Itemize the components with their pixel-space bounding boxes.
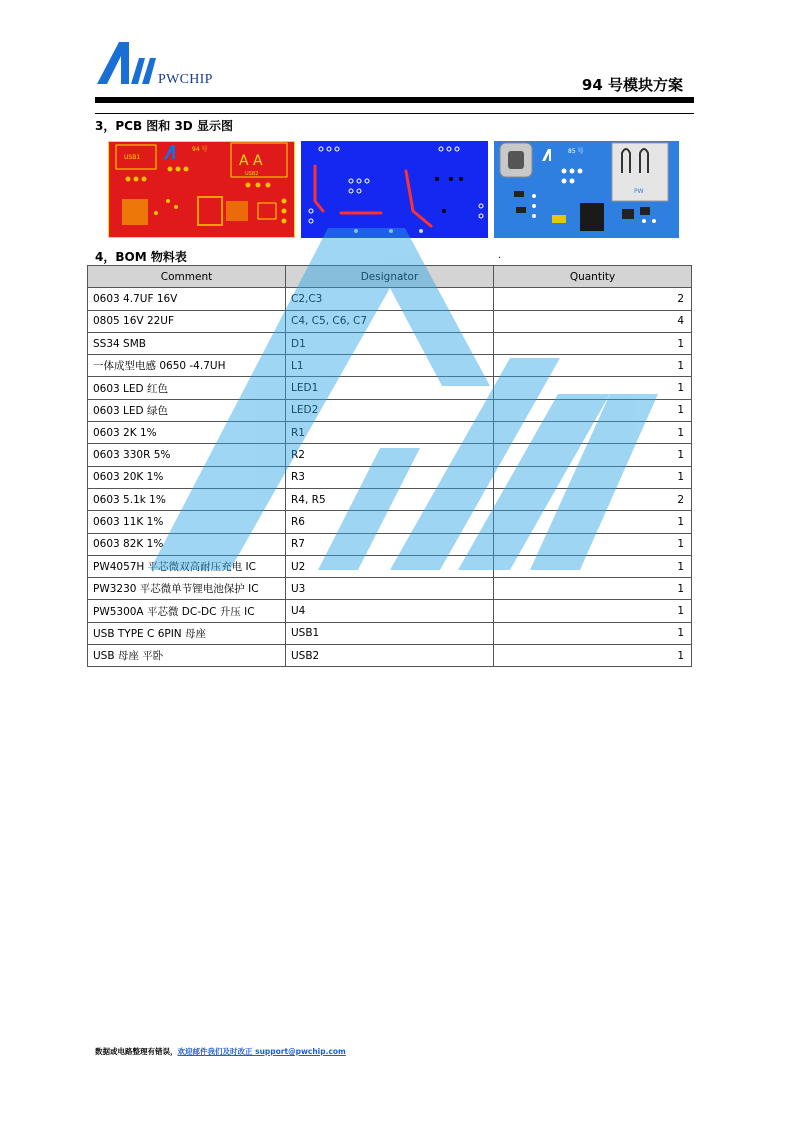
- render-model-label: 85 号: [568, 148, 584, 155]
- cell-designator: R7: [286, 533, 494, 555]
- table-row: [88, 377, 692, 399]
- cell-quantity: 4: [494, 310, 692, 332]
- section-heading-bom: 4，BOM 物料表: [95, 250, 187, 264]
- cell-comment: 0603 11K 1%: [88, 511, 286, 533]
- cell-comment: 0603 4.7UF 16V: [88, 288, 286, 310]
- cell-designator: R6: [286, 511, 494, 533]
- cell-designator: LED1: [286, 377, 494, 399]
- cell-quantity: 1: [494, 399, 692, 421]
- column-header-comment: Comment: [88, 266, 286, 288]
- pcb-3d-render-image: [494, 141, 679, 238]
- usb1-silk-label: USB1: [124, 154, 141, 161]
- cell-quantity: 1: [494, 555, 692, 577]
- cell-quantity: 1: [494, 422, 692, 444]
- table-row: [88, 466, 692, 488]
- table-row: [88, 555, 692, 577]
- table-row: [88, 288, 692, 310]
- footer-email-link[interactable]: 欢迎邮件我们及时改正 support@pwchip.com: [177, 1047, 346, 1056]
- aa-silk-label: A A: [239, 153, 263, 169]
- cell-comment: PW3230 平芯微单节锂电池保护 IC: [88, 578, 286, 600]
- cell-designator: C4, C5, C6, C7: [286, 310, 494, 332]
- table-row: [88, 422, 692, 444]
- cell-comment: SS34 SMB: [88, 332, 286, 354]
- brand-name: PWCHIP: [158, 72, 213, 87]
- cell-quantity: 2: [494, 288, 692, 310]
- table-row: [88, 310, 692, 332]
- bom-table: [87, 265, 692, 667]
- cell-designator: R1: [286, 422, 494, 444]
- cell-quantity: 1: [494, 377, 692, 399]
- cell-comment: 0603 20K 1%: [88, 466, 286, 488]
- cell-comment: PW5300A 平芯微 DC-DC 升压 IC: [88, 600, 286, 622]
- document-title: 94 号模块方案: [581, 76, 683, 94]
- cell-comment: 0603 LED 绿色: [88, 399, 286, 421]
- cell-comment: 0603 82K 1%: [88, 533, 286, 555]
- cell-quantity: 1: [494, 332, 692, 354]
- table-row: [88, 578, 692, 600]
- cell-comment: 一体成型电感 0650 -4.7UH: [88, 355, 286, 377]
- bom-header-row: [88, 266, 692, 288]
- cell-quantity: 1: [494, 355, 692, 377]
- model-silk-label: 94 号: [192, 146, 208, 153]
- table-row: [88, 645, 692, 667]
- cell-comment: 0805 16V 22UF: [88, 310, 286, 332]
- table-row: [88, 355, 692, 377]
- section-heading-pcb: 3，PCB 图和 3D 显示图: [95, 119, 233, 133]
- cell-quantity: 1: [494, 466, 692, 488]
- cell-designator: USB2: [286, 645, 494, 667]
- cell-comment: 0603 5.1k 1%: [88, 488, 286, 510]
- table-row: [88, 399, 692, 421]
- pcb-top-layer-image: [108, 141, 295, 238]
- stray-dot: .: [498, 250, 502, 261]
- cell-comment: 0603 LED 红色: [88, 377, 286, 399]
- cell-quantity: 1: [494, 600, 692, 622]
- table-row: [88, 511, 692, 533]
- cell-designator: U4: [286, 600, 494, 622]
- cell-designator: U2: [286, 555, 494, 577]
- render-pw-label: PW: [634, 188, 644, 195]
- table-row: [88, 622, 692, 644]
- cell-quantity: 1: [494, 622, 692, 644]
- header-rule-thick: [95, 97, 694, 103]
- footer-note: [95, 1046, 346, 1057]
- header-rule-thin: [95, 113, 694, 114]
- cell-comment: 0603 330R 5%: [88, 444, 286, 466]
- cell-quantity: 1: [494, 645, 692, 667]
- pwchip-logo: [95, 38, 157, 88]
- cell-quantity: 1: [494, 511, 692, 533]
- cell-comment: USB TYPE C 6PIN 母座: [88, 622, 286, 644]
- cell-designator: R2: [286, 444, 494, 466]
- cell-designator: R3: [286, 466, 494, 488]
- table-row: [88, 533, 692, 555]
- footer-text: 数据或电路整理有错误，: [95, 1047, 178, 1056]
- table-row: [88, 444, 692, 466]
- cell-designator: LED2: [286, 399, 494, 421]
- cell-comment: PW4057H 平芯微双高耐压充电 IC: [88, 555, 286, 577]
- cell-quantity: 1: [494, 578, 692, 600]
- cell-quantity: 1: [494, 533, 692, 555]
- cell-designator: U3: [286, 578, 494, 600]
- table-row: [88, 332, 692, 354]
- cell-designator: C2,C3: [286, 288, 494, 310]
- column-header-designator: Designator: [286, 266, 494, 288]
- cell-designator: R4, R5: [286, 488, 494, 510]
- cell-quantity: 2: [494, 488, 692, 510]
- table-row: [88, 488, 692, 510]
- cell-comment: USB 母座 平卧: [88, 645, 286, 667]
- usb2-silk-label: USB2: [245, 171, 259, 177]
- cell-quantity: 1: [494, 444, 692, 466]
- pcb-bottom-layer-image: [301, 141, 488, 238]
- table-row: [88, 600, 692, 622]
- column-header-quantity: Quantity: [494, 266, 692, 288]
- cell-designator: D1: [286, 332, 494, 354]
- cell-comment: 0603 2K 1%: [88, 422, 286, 444]
- cell-designator: USB1: [286, 622, 494, 644]
- cell-designator: L1: [286, 355, 494, 377]
